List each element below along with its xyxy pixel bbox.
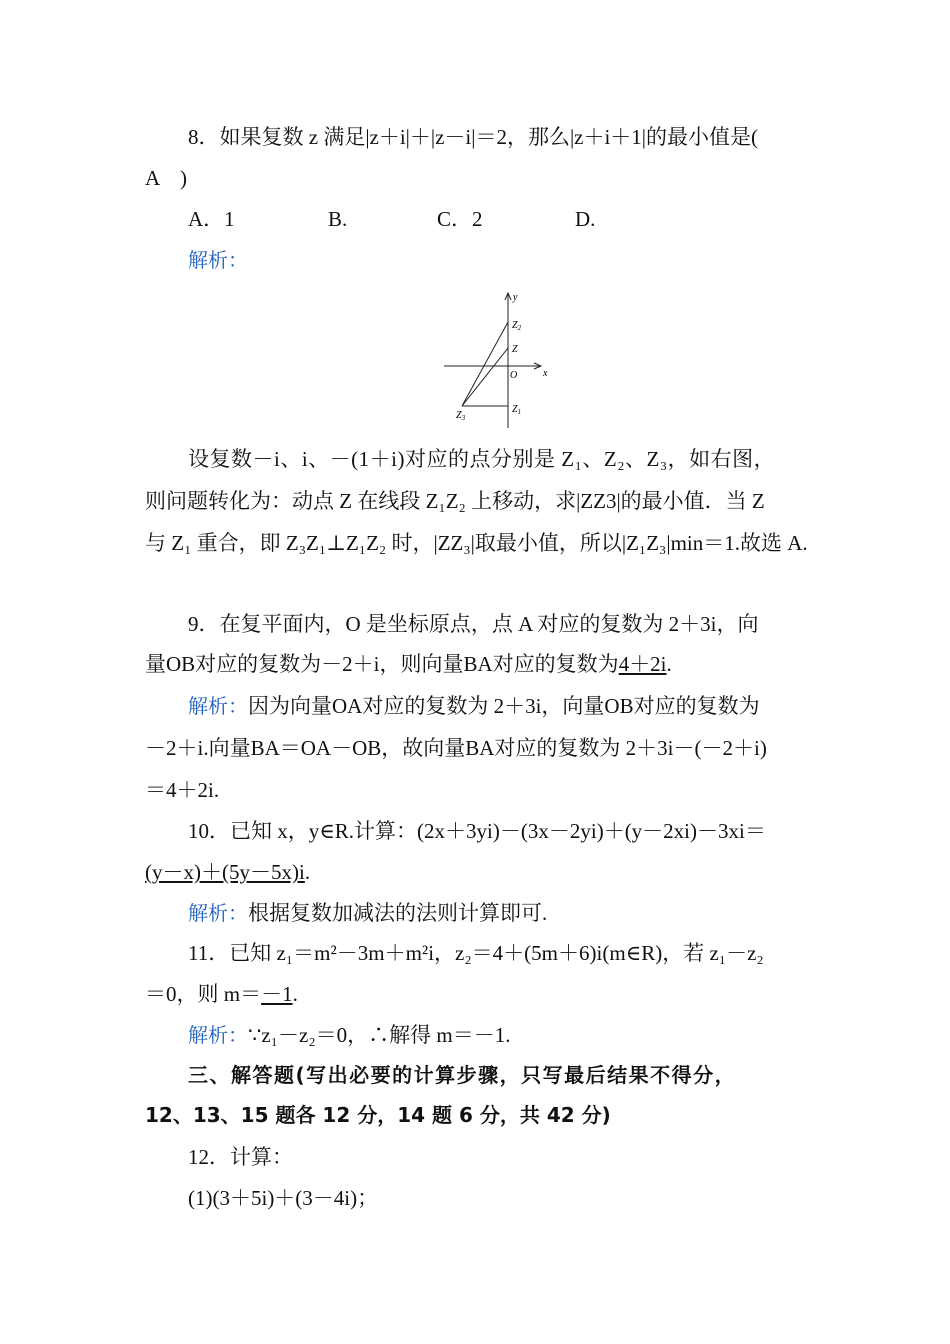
q8-jiexi-label: 解析： [188, 248, 248, 272]
q8-option-d: D. [575, 207, 596, 231]
label-z1: $Z_1$ [512, 404, 522, 416]
q8-option-b: B. [328, 207, 348, 231]
q11-jiexi-label: 解析： [188, 1023, 248, 1047]
q8-stem-line1: 8．如果复数 z 满足|z＋i|＋|z－i|＝2，那么|z＋i＋1|的最小值是( [188, 125, 759, 149]
q11-period: . [292, 982, 298, 1006]
q12-stem: 12．计算： [188, 1145, 293, 1169]
label-z3: $Z_3$ [456, 410, 466, 422]
section3-heading-line1: 三、解答题(写出必要的计算步骤，只写最后结果不得分， [188, 1063, 737, 1087]
q10-analysis-text: 根据复数加减法的法则计算即可. [248, 901, 548, 925]
label-z: Z [512, 344, 518, 355]
section3-heading-line2: 12、13、15 题各 12 分，14 题 6 分，共 42 分) [145, 1103, 611, 1127]
q8-diagram [440, 288, 560, 433]
q10-period: . [304, 860, 311, 884]
label-z2: $Z_2$ [512, 320, 522, 332]
q9-analysis-line3: ＝4＋2i. [145, 778, 220, 802]
q9-jiexi-label: 解析： [188, 694, 248, 718]
q9-analysis-text: 因为向量OA对应的复数为 2＋3i，向量OB对应的复数为 [248, 694, 760, 718]
q8-analysis-line3: 与 Z₁ 重合，即 Z₃Z₁⊥Z₁Z₂ 时，|ZZ₃|取最小值，所以|Z₁Z₃|min＝1.故选 A. [145, 531, 808, 555]
q11-analysis-text: ∵z₁－z₂＝0，∴解得 m＝－1. [248, 1023, 511, 1047]
label-x: x [543, 368, 548, 379]
segment-z3-z2 [462, 322, 508, 406]
q10-stem-line2 [145, 857, 310, 887]
q9-period: . [666, 652, 672, 676]
q12-part1: (1)(3＋5i)＋(3－4i)； [188, 1186, 379, 1210]
q11-stem-line1: 11．已知 z₁＝m²－3m＋m²i，z₂＝4＋(5m＋6)i(m∈R)，若 z₁－z₂ [188, 941, 764, 965]
q8-analysis-line1: 设复数－i、i、－(1＋i)对应的点分别是 Z₁、Z₂、Z₃，如右图， [188, 447, 776, 471]
q9-answer: 4＋2i [618, 652, 667, 676]
q10-stem-line1: 10．已知 x，y∈R.计算：(2x＋3yi)－(3x－2yi)＋(y－2xi)－3xi＝ [188, 819, 766, 843]
q8-option-c: C．2 [437, 207, 483, 231]
q11-answer: －1 [261, 982, 293, 1006]
q9-stem-text: 量OB对应的复数为－2＋i，则向量BA对应的复数为 [145, 652, 619, 676]
label-y: y [513, 292, 518, 303]
q10-jiexi-label: 解析： [188, 901, 248, 925]
q8-option-a: A．1 [188, 207, 235, 231]
label-o: O [510, 370, 518, 381]
q9-stem-line1: 9．在复平面内，O 是坐标原点，点 A 对应的复数为 2＋3i，向 [188, 612, 759, 636]
q10-answer: (y－x)＋(5y－5x)i [145, 860, 305, 884]
q9-analysis-line1 [188, 691, 760, 721]
q11-analysis [188, 1020, 510, 1050]
q8-options [0, 204, 950, 234]
q11-stem-text: ＝0，则 m＝ [145, 982, 262, 1006]
q11-stem-line2 [145, 979, 298, 1009]
q8-stem-line2: A ) [145, 166, 187, 190]
segment-z3-z [462, 348, 508, 406]
q8-analysis-line2: 则问题转化为：动点 Z 在线段 Z₁Z₂ 上移动，求|ZZ3|的最小值．当 Z [145, 489, 765, 513]
q9-stem-line2 [145, 649, 672, 679]
q10-analysis [188, 898, 547, 928]
q9-analysis-line2: －2＋i.向量BA＝OA－OB，故向量BA对应的复数为 2＋3i－(－2＋i) [145, 736, 767, 760]
